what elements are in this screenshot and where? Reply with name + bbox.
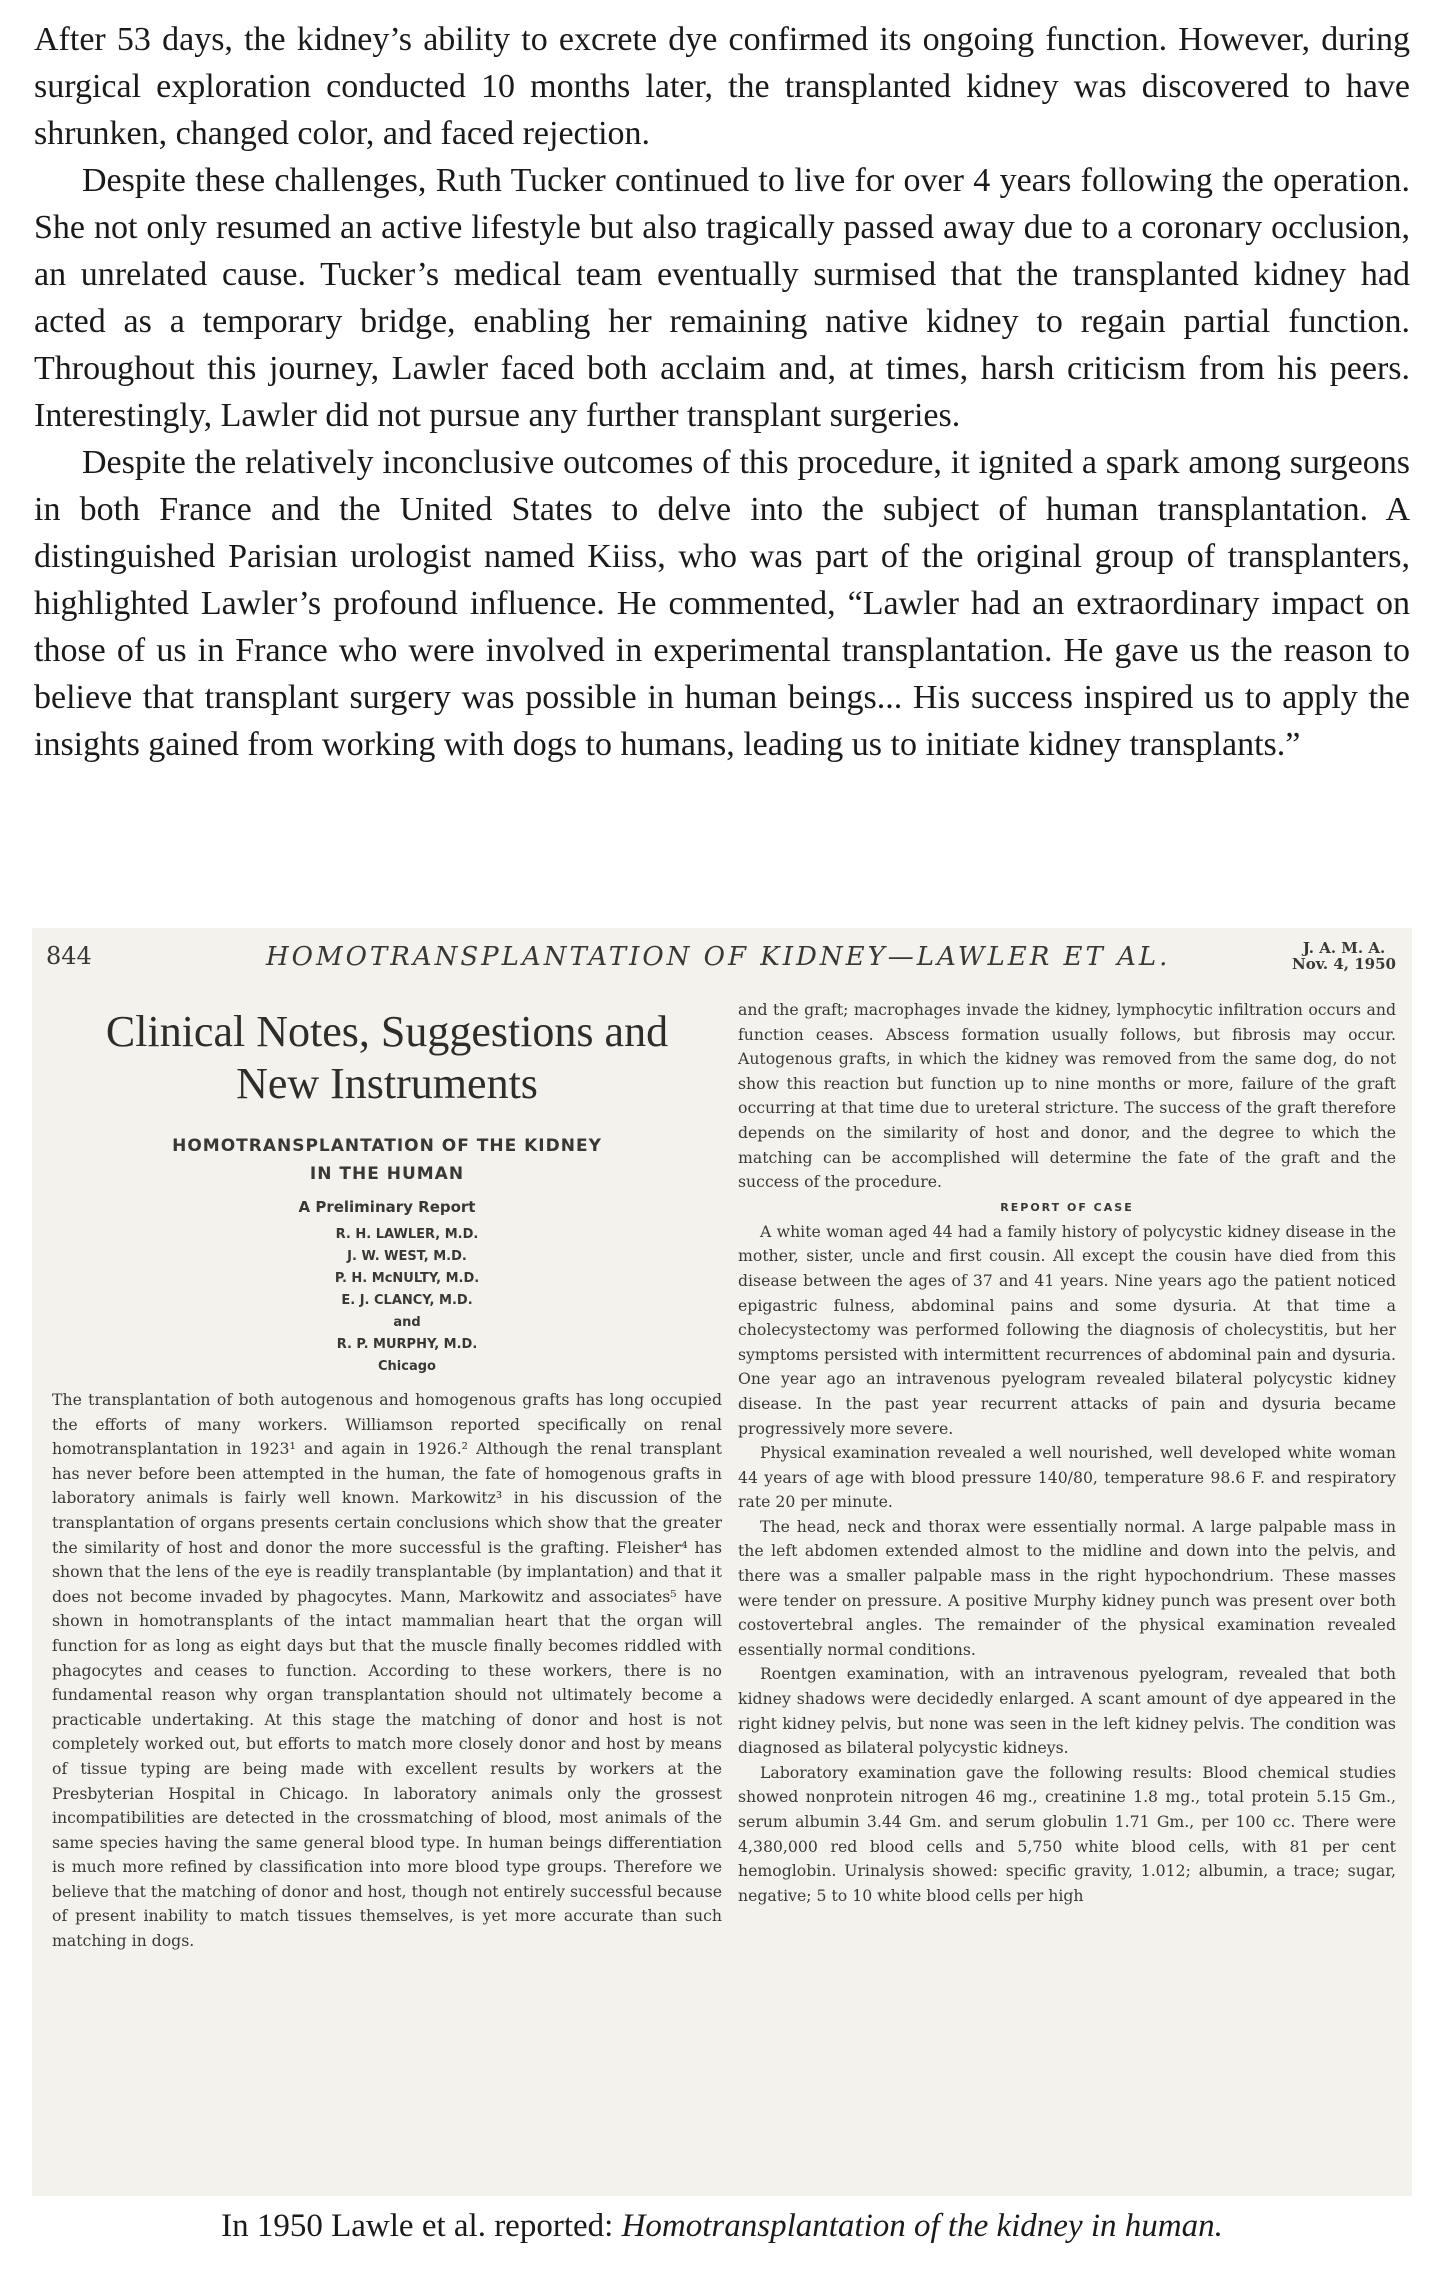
- article-scan: [32, 928, 1412, 2196]
- author: R. H. LAWLER, M.D.: [335, 1227, 479, 1242]
- author-conjunction: and: [393, 1315, 421, 1330]
- article-title: [52, 1132, 722, 1188]
- case-heading: REPORT OF CASE: [1000, 1200, 1134, 1214]
- page-number: 844: [46, 942, 92, 970]
- section-heading: [52, 1006, 722, 1110]
- right-paragraph-1: and the graft; macrophages invade the kidney, lymphocytic infiltration occurs and function ceases. Abscess formation usually follows, but fibrosis may occur. Autogenous grafts, in which the kidney was removed from the same dog, do not show this reaction but function up to nine months or more, failure of the graft occurring at that time due to ureteral stricture. The success of the graft therefore depends on the similarity of host and donor, and the degree to which the matching can be accomplished will determine the fate of the graft and the success of the procedure.: [738, 1000, 1396, 1192]
- section-heading-line-1: Clinical Notes, Suggestions and: [105, 1007, 669, 1056]
- article-title-line-1: HOMOTRANSPLANTATION OF THE KIDNEY: [172, 1136, 602, 1156]
- book-text: [34, 16, 1410, 768]
- paragraph-3: Despite the relatively inconclusive outcomes of this procedure, it ignited a spark among surgeons in both France and the United States to delve into the subject of human transplantation. A distinguished Parisian urologist named Kiiss, who was part of the original group of transplanters, highlighted Lawler’s profound influence. He commented, “Lawler had an extraordinary impact on those of us in France who were involved in experimental transplantation. He gave us the reason to believe that transplant surgery was possible in human beings... His success inspired us to apply the insights gained from working with dogs to humans, leading us to initiate kidney transplants.”: [34, 444, 1410, 763]
- right-column: [738, 998, 1396, 1908]
- author: J. W. WEST, M.D.: [347, 1249, 467, 1264]
- paragraph-1: After 53 days, the kidney’s ability to excrete dye confirmed its ongoing function. However, during surgical exploration conducted 10 months later, the transplanted kidney was discovered to have shrunken, changed color, and faced rejection.: [34, 21, 1410, 152]
- caption-title: Homotransplantation of the kidney in human.: [621, 2208, 1223, 2244]
- article-subtitle: A Preliminary Report: [298, 1198, 476, 1216]
- journal-issue: [1292, 940, 1396, 972]
- running-title: HOMOTRANSPLANTATION OF KIDNEY—LAWLER ET AL.: [266, 942, 1171, 972]
- author: E. J. CLANCY, M.D.: [341, 1293, 473, 1308]
- caption-prefix: In 1950 Lawle et al. reported:: [221, 2208, 622, 2244]
- right-paragraph-3: Physical examination revealed a well nourished, well developed white woman 44 years of age with blood pressure 140/80, temperature 98.6 F. and respiratory rate 20 per minute.: [738, 1443, 1396, 1512]
- author: P. H. McNULTY, M.D.: [334, 1271, 480, 1286]
- author: R. P. MURPHY, M.D.: [336, 1337, 478, 1352]
- right-paragraph-6: Laboratory examination gave the following results: Blood chemical studies showed nonprotein nitrogen 46 mg., creatinine 1.8 mg., total protein 5.15 Gm., serum albumin 3.44 Gm. and serum globulin 1.71 Gm., per 100 cc. There were 4,380,000 red blood cells and 5,750 white blood cells, with 81 per cent hemoglobin. Urinalysis showed: specific gravity, 1.012; albumin, a trace; sugar, negative; 5 to 10 white blood cells per high: [738, 1762, 1396, 1905]
- author-location: Chicago: [378, 1359, 436, 1374]
- left-body-text: The transplantation of both autogenous and homogenous grafts has long occupied the efforts of many workers. Williamson reported specifically on renal homotransplantation in 1923¹ and again in 1926.² Although the renal transplant has never before been attempted in the human, the fate of homogenous grafts in laboratory animals is fairly well known. Markowitz³ in his discussion of the transplantation of organs presents certain conclusions which show that the greater the similarity of host and donor the more successful is the grafting. Fleisher⁴ has shown that the lens of the eye is readily transplantable (by implantation) and that it does not become invaded by phagocytes. Mann, Markowitz and associates⁵ have shown in homotransplants of the intact mammalian heart that the organ will function for as long as eight days but that the muscle finally becomes riddled with phagocytes and ceases to function. According to these workers, there is no fundamental reason why organ transplantation should not ultimately become a practicable undertaking. At this stage the matching of donor and host is not completely worked out, but efforts to match more closely donor and host by means of tissue typing are being made with excellent results by workers at the Presbyterian Hospital in Chicago. In laboratory animals only the grossest incompatibilities are detected in the crossmatching of blood, most animals of the same species having the same general blood type. In human beings differentiation is much more refined by classification into more blood type groups. Therefore we believe that the matching of donor and host, though not entirely successful because of present inability to match tissues themselves, is yet more accurate than such matching in dogs.: [52, 1390, 722, 1951]
- journal-name: J. A. M. A.: [1302, 939, 1386, 957]
- section-heading-line-2: New Instruments: [236, 1059, 538, 1108]
- paragraph-2: Despite these challenges, Ruth Tucker continued to live for over 4 years following the operation. She not only resumed an active lifestyle but also tragically passed away due to a coronary occlusion, an unrelated cause. Tucker’s medical team eventually surmised that the transplanted kidney had acted as a temporary bridge, enabling her remaining native kidney to regain partial function. Throughout this journey, Lawler faced both acclaim and, at times, harsh criticism from his peers. Interestingly, Lawler did not pursue any further transplant surgeries.: [34, 162, 1410, 434]
- article-title-line-2: IN THE HUMAN: [309, 1164, 465, 1184]
- running-header: [32, 939, 1412, 982]
- issue-date: Nov. 4, 1950: [1292, 955, 1396, 973]
- right-paragraph-5: Roentgen examination, with an intravenous pyelogram, revealed that both kidney shadows were decidedly enlarged. A scant amount of dye appeared in the right kidney pelvis, but none was seen in the left kidney pelvis. The condition was diagnosed as bilateral polycystic kidneys.: [738, 1664, 1396, 1758]
- figure-caption: [0, 2208, 1444, 2245]
- right-paragraph-2: A white woman aged 44 had a family history of polycystic kidney disease in the mother, sister, uncle and first cousin. All except the cousin have died from this disease between the ages of 37 and 41 years. Nine years ago the patient noticed epigastric fulness, abdominal pains and some dysuria. At that time a cholecystectomy was performed following the diagnosis of cholecystitis, but her symptoms persisted with intermittent recurrences of abdominal pain and dysuria. One year ago an intravenous pyelogram revealed bilateral polycystic kidney disease. In the past year recurrent attacks of pain and dysuria became progressively more severe.: [738, 1221, 1396, 1438]
- author-list: [52, 1224, 722, 1378]
- right-paragraph-4: The head, neck and thorax were essentially normal. A large palpable mass in the left abdomen extended almost to the midline and down into the pelvis, and there was a smaller palpable mass in the right hypochondrium. These masses were tender on pressure. A positive Murphy kidney punch was present over both costovertebral angles. The remainder of the physical examination revealed essentially normal conditions.: [738, 1516, 1396, 1659]
- left-column: [52, 1006, 722, 1954]
